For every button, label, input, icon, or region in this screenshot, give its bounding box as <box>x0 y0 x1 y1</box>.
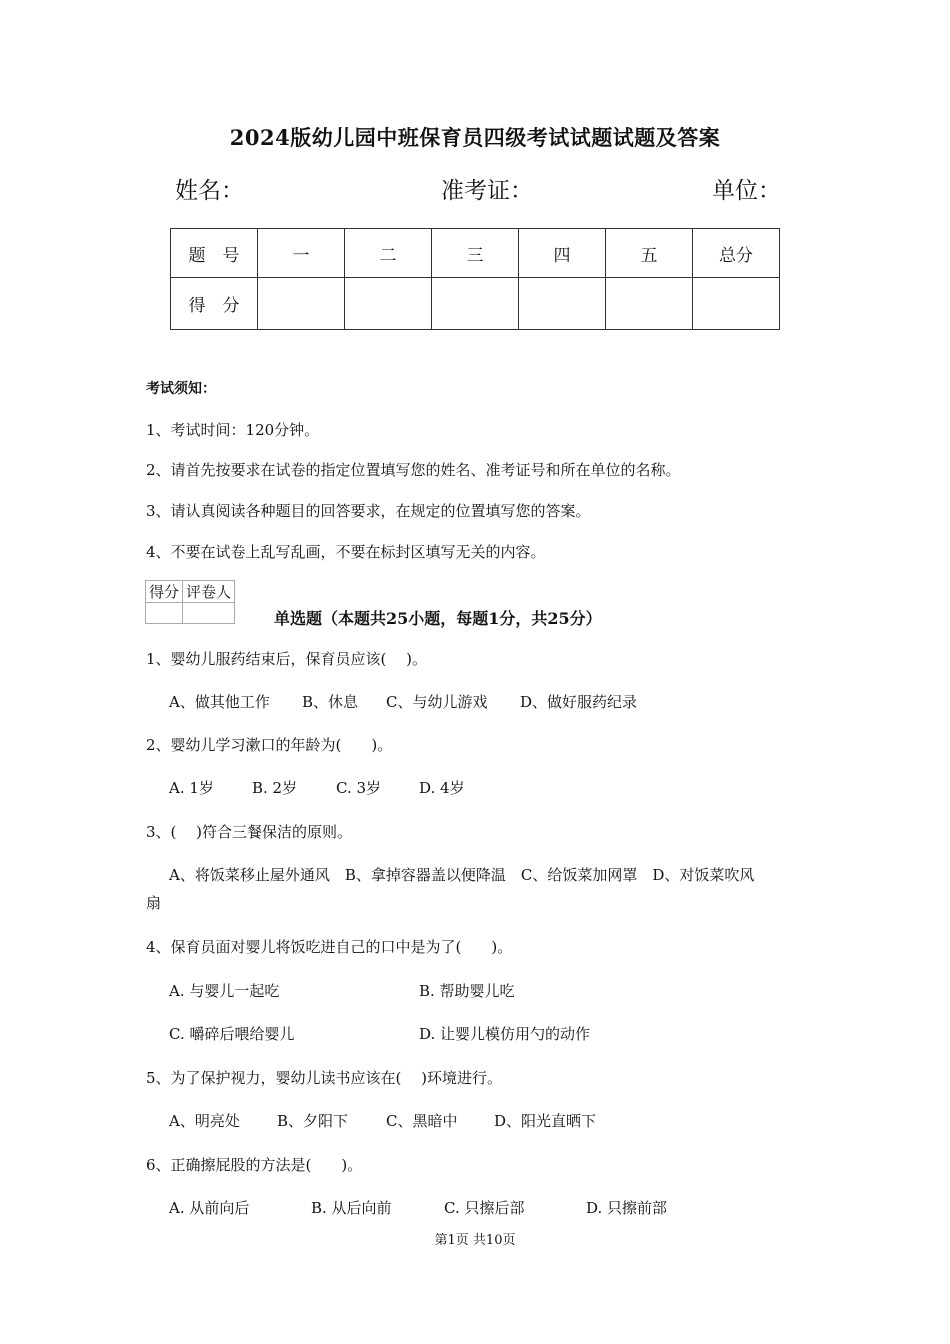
score-header-cell: 题 号 <box>171 229 258 278</box>
option-line-wrap: 扇 <box>146 894 162 912</box>
option: A、做其他工作 <box>169 693 270 711</box>
score-cell[interactable] <box>606 278 693 330</box>
option: B. 从后向前 <box>311 1199 392 1217</box>
section-title: 单选题（本题共25小题，每题1分，共25分） <box>274 609 602 628</box>
option: B. 帮助婴儿吃 <box>419 982 515 1000</box>
option: D. 4岁 <box>419 779 465 797</box>
notice-item: 2、请首先按要求在试卷的指定位置填写您的姓名、准考证号和所在单位的名称。 <box>146 461 681 479</box>
score-table <box>170 228 780 330</box>
notice-item: 1、考试时间：120分钟。 <box>146 421 320 439</box>
option: A. 从前向后 <box>169 1199 250 1217</box>
score-header-cell: 三 <box>432 229 519 278</box>
score-cell[interactable] <box>345 278 432 330</box>
document-title: 2024版幼儿园中班保育员四级考试试题试题及答案 <box>229 125 721 150</box>
exam-number-field-label: 准考证： <box>441 178 533 204</box>
option: D、阳光直晒下 <box>494 1112 597 1130</box>
grader-score-label: 得分 <box>146 581 183 603</box>
notice-heading: 考试须知： <box>146 381 216 397</box>
question-stem: 3、( )符合三餐保洁的原则。 <box>146 823 353 841</box>
grader-name-cell[interactable] <box>183 603 235 624</box>
option: D、做好服药纪录 <box>520 693 638 711</box>
score-cell[interactable] <box>258 278 345 330</box>
option: B、夕阳下 <box>277 1112 349 1130</box>
question-stem: 4、保育员面对婴儿将饭吃进自己的口中是为了( )。 <box>146 938 513 956</box>
score-header-cell: 二 <box>345 229 432 278</box>
option: C. 嚼碎后喂给婴儿 <box>169 1025 295 1043</box>
option: D. 只擦前部 <box>586 1199 668 1217</box>
score-row-label: 得 分 <box>171 278 258 330</box>
score-table-header-row <box>171 229 780 278</box>
score-cell[interactable] <box>519 278 606 330</box>
question-stem: 6、正确擦屁股的方法是( )。 <box>146 1156 363 1174</box>
notice-item: 3、请认真阅读各种题目的回答要求，在规定的位置填写您的答案。 <box>146 502 591 520</box>
score-header-cell: 五 <box>606 229 693 278</box>
score-header-cell: 总分 <box>693 229 780 278</box>
option: C、黑暗中 <box>386 1112 458 1130</box>
question-stem: 5、为了保护视力，婴幼儿读书应该在( )环境进行。 <box>146 1069 503 1087</box>
name-field-label: 姓名： <box>175 178 244 204</box>
question-stem: 1、婴幼儿服药结束后，保育员应该( )。 <box>146 650 428 668</box>
option: A. 与婴儿一起吃 <box>169 982 280 1000</box>
option: C. 只擦后部 <box>444 1199 525 1217</box>
option: A. 1岁 <box>169 779 214 797</box>
unit-field-label: 单位： <box>712 178 781 204</box>
grader-name-label: 评卷人 <box>183 581 235 603</box>
question-stem: 2、婴幼儿学习漱口的年龄为( )。 <box>146 736 393 754</box>
option-line: A、将饭菜移止屋外通风 B、拿掉容器盖以便降温 C、给饭菜加网罩 D、对饭菜吹风 <box>169 866 755 884</box>
option: A、明亮处 <box>169 1112 240 1130</box>
option: C. 3岁 <box>336 779 382 797</box>
notice-item: 4、不要在试卷上乱写乱画，不要在标封区填写无关的内容。 <box>146 543 546 561</box>
option: B. 2岁 <box>252 779 298 797</box>
score-cell[interactable] <box>693 278 780 330</box>
option: B、休息 <box>302 693 359 711</box>
score-header-cell: 四 <box>519 229 606 278</box>
grader-box <box>145 580 235 624</box>
grader-score-cell[interactable] <box>146 603 183 624</box>
option: D. 让婴儿模仿用勺的动作 <box>419 1025 591 1043</box>
page-footer: 第1页 共10页 <box>434 1233 516 1248</box>
option: C、与幼儿游戏 <box>386 693 488 711</box>
score-header-cell: 一 <box>258 229 345 278</box>
score-table-score-row <box>171 278 780 330</box>
score-cell[interactable] <box>432 278 519 330</box>
